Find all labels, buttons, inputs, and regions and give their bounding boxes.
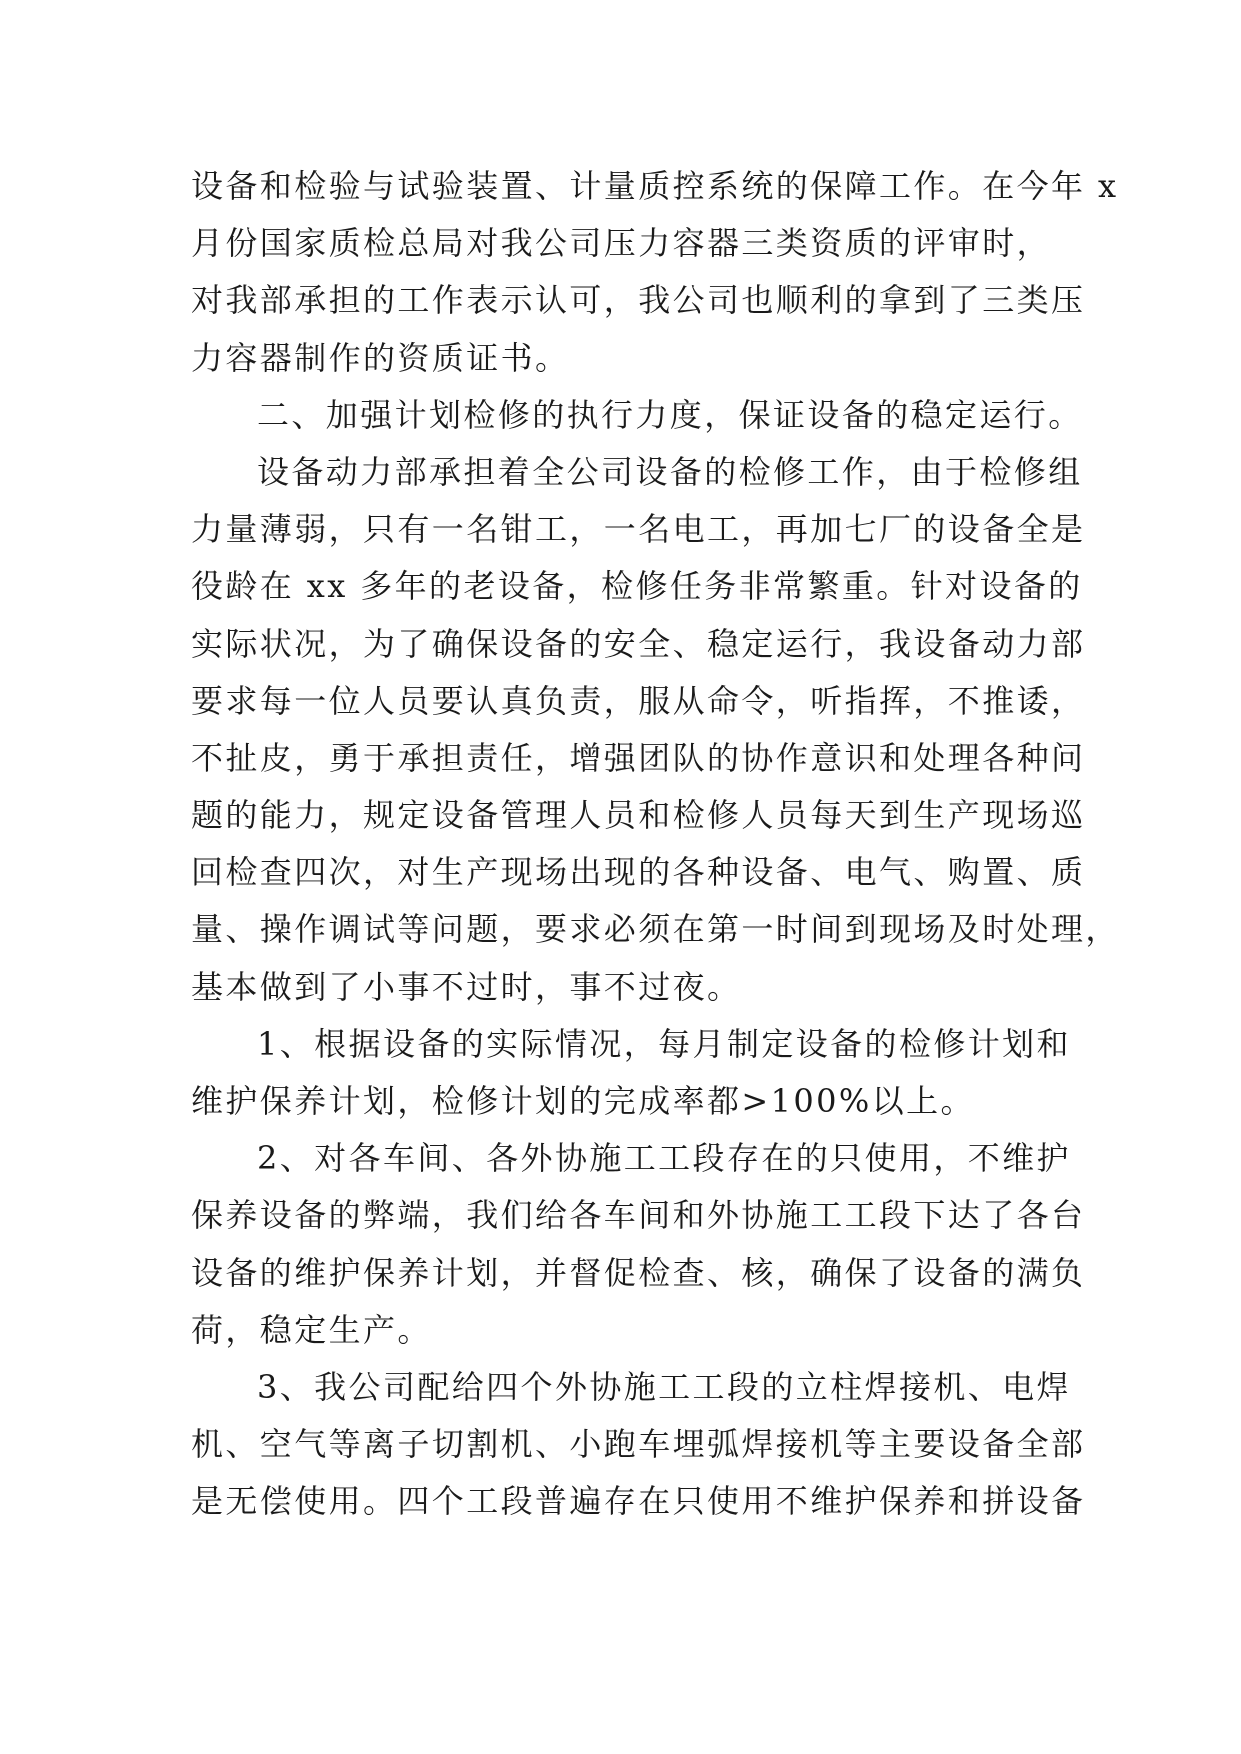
text-line-15: 基本做到了小事不过时，事不过夜。 [191,967,742,1006]
text-line-17: 维护保养计划，检修计划的完成率都>100%以上。 [191,1082,975,1120]
list-item-1: 1、根据设备的实际情况，每月制定设备的检修计划和 [257,1024,1071,1063]
text-line-7: 力量薄弱，只有一名钳工，一名电工，再加七厂的设备全是 [191,510,1086,549]
text-line-1: 设备和检验与试验装置、计量质控系统的保障工作。在今年 x [191,167,1119,205]
text-line-21: 荷，稳定生产。 [191,1310,432,1349]
text-line-10: 要求每一位人员要认真负责，服从命令，听指挥，不推诿， [191,681,1086,720]
text-line-4: 力容器制作的资质证书。 [191,338,570,377]
text-line-24: 是无偿使用。四个工段普遍存在只使用不维护保养和拼设备 [191,1482,1086,1521]
text-line-2: 月份国家质检总局对我公司压力容器三类资质的评审时， [191,224,1052,263]
text-line-14: 量、操作调试等问题，要求必须在第一时间到现场及时处理， [191,910,1120,949]
text-line-19: 保养设备的弊端，我们给各车间和外协施工工段下达了各台 [191,1196,1086,1235]
text-line-20: 设备的维护保养计划，并督促检查、核，确保了设备的满负 [191,1253,1086,1292]
text-line-11: 不扯皮，勇于承担责任，增强团队的协作意识和处理各种问 [191,738,1086,777]
list-item-3: 3、我公司配给四个外协施工工段的立柱焊接机、电焊 [257,1367,1071,1406]
section-heading-2: 二、加强计划检修的执行力度，保证设备的稳定运行。 [257,395,1083,434]
text-line-8: 役龄在 xx 多年的老设备，检修任务非常繁重。针对设备的 [191,567,1083,606]
text-line-12: 题的能力，规定设备管理人员和检修人员每天到生产现场巡 [191,796,1086,835]
text-line-6: 设备动力部承担着全公司设备的检修工作，由于检修组 [257,452,1083,491]
text-line-13: 回检查四次，对生产现场出现的各种设备、电气、购置、质 [191,853,1086,892]
text-line-23: 机、空气等离子切割机、小跑车埋弧焊接机等主要设备全部 [191,1425,1086,1464]
text-line-3: 对我部承担的工作表示认可，我公司也顺利的拿到了三类压 [191,281,1086,320]
list-item-2: 2、对各车间、各外协施工工段存在的只使用，不维护 [257,1139,1071,1178]
body-text [191,158,1120,1531]
text-line-9: 实际状况，为了确保设备的安全、稳定运行，我设备动力部 [191,624,1086,663]
